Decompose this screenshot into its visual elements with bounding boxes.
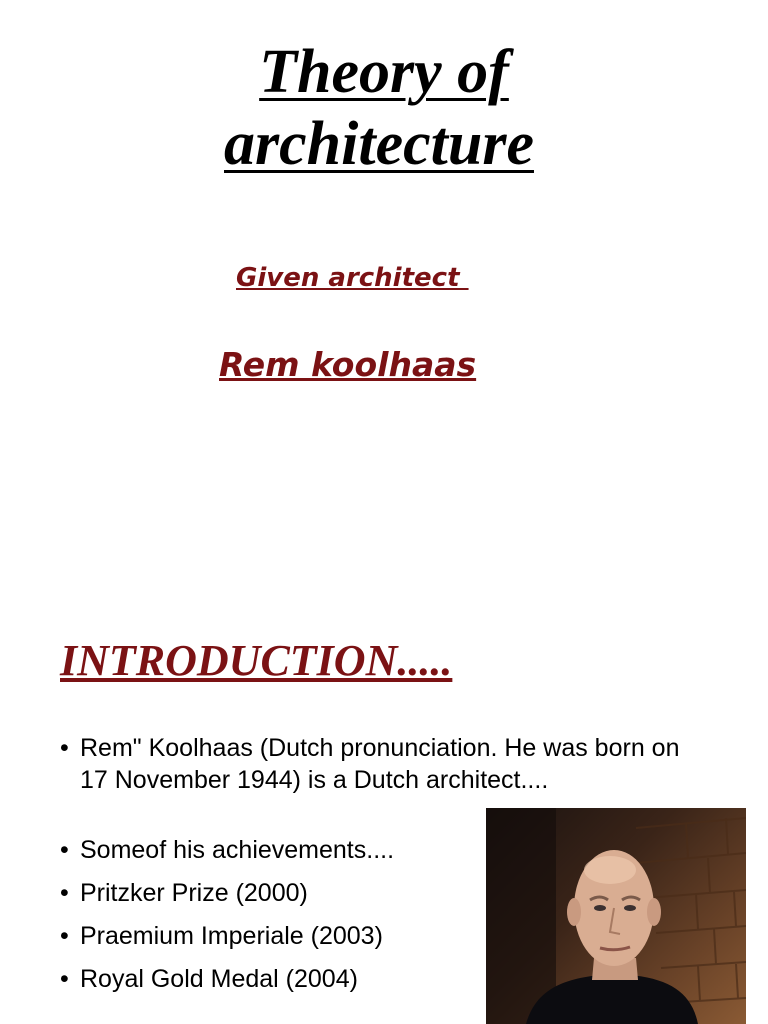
subtitle: Given architect: [236, 263, 469, 293]
page-title: [0, 36, 768, 180]
title-line-1: Theory of: [259, 38, 509, 106]
portrait-illustration: [486, 808, 746, 1024]
list-item: • Pritzker Prize (2000): [60, 877, 490, 909]
architect-name: Rem koolhaas: [219, 345, 477, 384]
list-item: • Royal Gold Medal (2004): [60, 963, 490, 995]
title-line-2: architecture: [224, 110, 534, 178]
architect-portrait-photo: [486, 808, 746, 1024]
list-item: • Someof his achievements....: [60, 834, 490, 866]
list-item: • Praemium Imperiale (2003): [60, 920, 490, 952]
introduction-heading: INTRODUCTION.....: [60, 636, 453, 685]
list-item: • Rem" Koolhaas (Dutch pronunciation. He was born on 17 November 1944) is a Dutch architect....: [60, 732, 710, 796]
